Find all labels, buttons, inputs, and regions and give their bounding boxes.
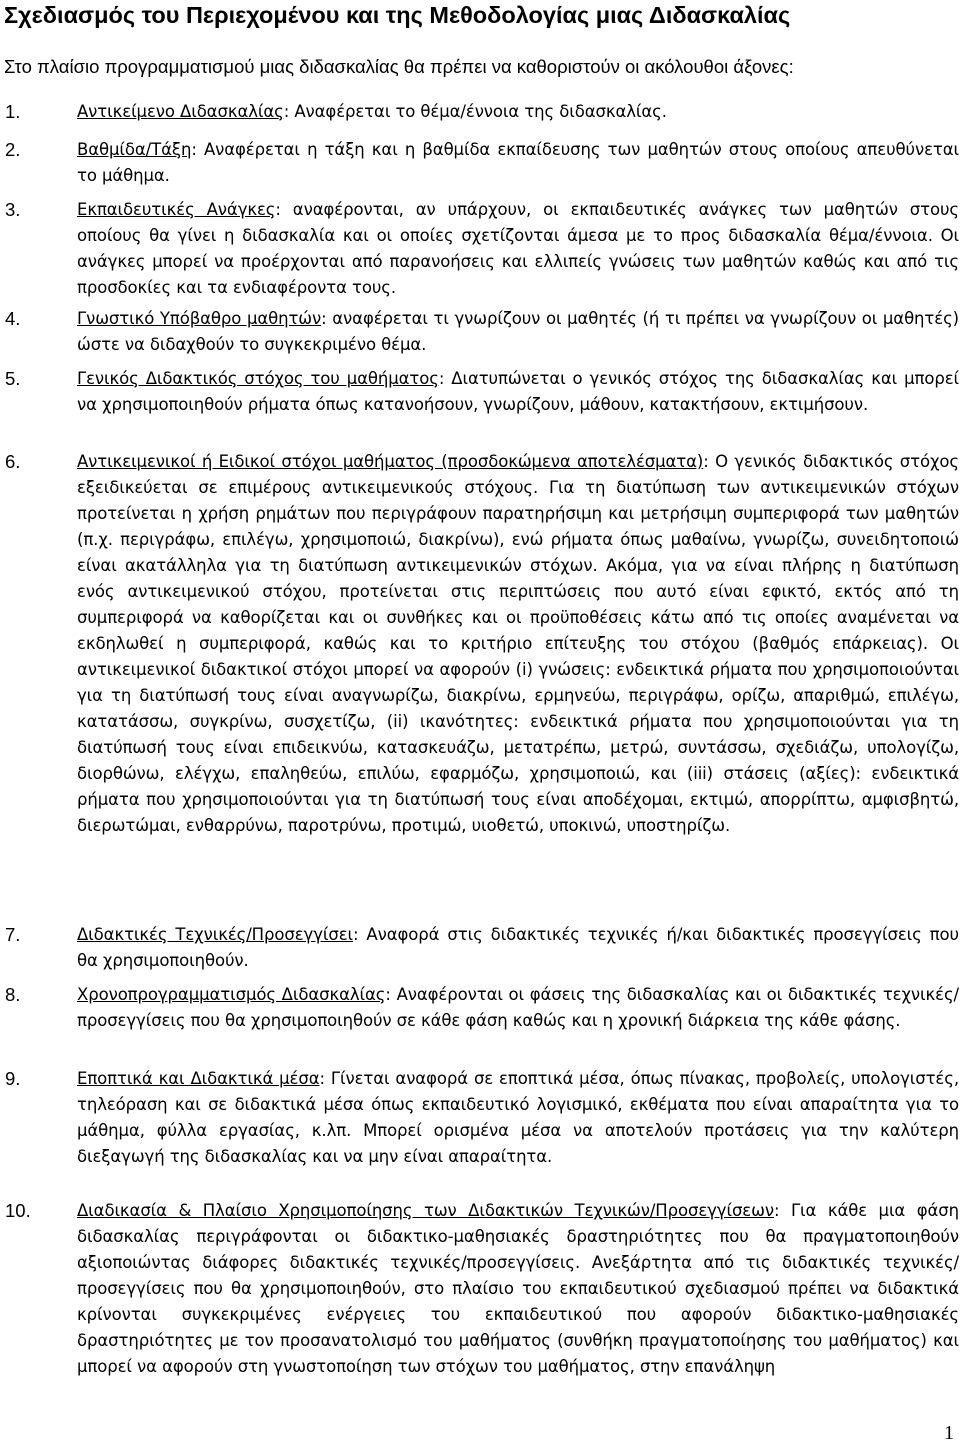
list-number: 7. — [5, 924, 21, 945]
list-number: 8. — [5, 984, 21, 1005]
item-heading: Βαθμίδα/Τάξη — [77, 140, 192, 159]
item-text: : Γίνεται αναφορά σε εποπτικά μέσα, όπως πίνακας, προβολείς, υπολογιστές, τηλεόραση και σε διδακτικά μέσα όπως εκπαιδευτικό λογισμικό, εκθέματα που είναι απαραίτητα για το μάθημα, φύλλα εργασίας, κ.λπ. Μπορεί ορισμένα μέσα να αποτελούν προτάσεις για την καλύτερη διεξαγωγή της διδασκαλίας και να μην είναι απαραίτητα. — [77, 1069, 959, 1166]
item-text: : Για κάθε μια φάση διδασκαλίας περιγράφονται οι διδακτικο-μαθησιακές δραστηριότητες που θα πραγματοποιηθούν αξιοποιώντας διάφορες διδακτικές τεχνικές/προσεγγίσεις. Ανεξάρτητα από τις διδακτικές τεχνικές/προσεγγίσεις που θα χρησιμοποιηθούν, στο πλαίσιο του εκπαιδευτικού σχεδιασμού πρέπει να διδακτικά κρίνονται συγκεκριμένες ενέργειες του εκπαιδευτικού που αφορούν διδακτικο-μαθησιακές δραστηριότητες με τον προσανατολισμό του μαθήματος (συνθήκη πραγματοποίησης του μαθήματος) και μπορεί να αφορούν στη γνωστοποίηση των στόχων του μαθήματος, στην επανάληψη — [77, 1201, 960, 1376]
page-number: 1 — [944, 1422, 954, 1444]
list-number: 1. — [5, 101, 21, 122]
list-number: 6. — [5, 451, 21, 472]
list-number: 10. — [5, 1200, 31, 1221]
list-number: 2. — [5, 139, 21, 160]
item-text: : αναφέρονται, αν υπάρχουν, οι εκπαιδευτικές ανάγκες των μαθητών στους οποίους θα γίνει η διδασκαλία και οι οποίες σχετίζονται άμεσα με το προς διδασκαλία θέμα/έννοια. Οι ανάγκες μπορεί να προέρχονται από παρανοήσεις και ελλιπείς γνώσεις των μαθητών καθώς και από τις προσδοκίες και τα ενδιαφέροντα τους. — [77, 200, 959, 297]
item-text: : Αναφέρεται το θέμα/έννοια της διδασκαλίας. — [283, 102, 667, 121]
list-item — [77, 1066, 959, 1170]
list-number: 9. — [5, 1068, 21, 1089]
list-item — [77, 449, 959, 839]
page-title: Σχεδιασμός του Περιεχομένου και της Μεθοδολογίας μιας Διδασκαλίας — [4, 2, 791, 28]
list-item — [77, 306, 959, 358]
item-text: : αναφέρεται τι γνωρίζουν οι μαθητές (ή τι πρέπει να γνωρίζουν οι μαθητές) ώστε να διδαχθούν το συγκεκριμένο θέμα. — [77, 309, 959, 354]
item-text: : Αναφορά στις διδακτικές τεχνικές ή/και διδακτικές προσεγγίσεις που θα χρησιμοποιηθούν. — [77, 925, 959, 970]
list-number: 4. — [5, 308, 21, 329]
item-text: : Ο γενικός διδακτικός στόχος εξειδικεύεται σε επιμέρους αντικειμενικούς στόχους. Για τη διατύπωση των αντικειμενικών στόχων προτείνεται η χρήση ρημάτων που περιγράφουν παρατηρήσιμη και μετρήσιμη συμπεριφορά των μαθητών (π.χ. περιγράφω, επιλέγω, χρησιμοποιώ, διακρίνω), ενώ ρήματα όπως μαθαίνω, γνωρίζω, συνειδητοποιώ είναι ακατάλληλα για τη διατύπωση αντικειμενικών στόχων. Ακόμα, για να είναι πλήρης η διατύπωση ενός αντικειμενικού στόχου, προτείνεται στις περιπτώσεις που αυτό είναι εφικτό, εκτός από τη συμπεριφορά να καθορίζεται και οι συνθήκες και οι προϋποθέσεις κάτω από τις οποίες αναμένεται να εκδηλωθεί η συμπεριφορά, καθώς και το κριτήριο επίτευξης του στόχου (βαθμός επάρκειας). Οι αντικειμενικοί διδακτικοί στόχοι μπορεί να αφορούν (i) γνώσεις: ενδεικτικά ρήματα που χρησιμοποιούνται για τη διατύπωσή τους είναι αναγνωρίζω, διακρίνω, ερμηνεύω, περιγράφω, ορίζω, απαριθμώ, επιλέγω, κατατάσσω, συγκρίνω, συσχετίζω, (ii) ικανότητες: ενδεικτικά ρήματα που χρησιμοποιούνται για τη διατύπωσή τους είναι επιδεικνύω, κατασκευάζω, μετατρέπω, μετρώ, συντάσσω, σχεδιάζω, υπολογίζω, διορθώνω, ελέγχω, επαληθεύω, επιλύω, εφαρμόζω, χρησιμοποιώ, και (iii) στάσεις (αξίες): ενδεικτικά ρήματα που χρησιμοποιούνται για τη διατύπωσή τους είναι αποδέχομαι, εκτιμώ, απορρίπτω, αμφισβητώ, διερωτώμαι, ενθαρρύνω, παροτρύνω, προτιμώ, υιοθετώ, υποκινώ, υποστηρίζω. — [77, 452, 959, 835]
list-item — [77, 197, 959, 301]
item-heading: Χρονοπρογραμματισμός Διδασκαλίας — [77, 985, 386, 1004]
list-item — [77, 1198, 959, 1380]
item-heading: Διαδικασία & Πλαίσιο Χρησιμοποίησης των Διδακτικών Τεχνικών/Προσεγγίσεων — [77, 1201, 774, 1220]
item-text: : Αναφέρονται οι φάσεις της διδασκαλίας και οι διδακτικές τεχνικές/προσεγγίσεις που θα χρησιμοποιηθούν σε κάθε φάση καθώς και η χρονική διάρκεια της κάθε φάσης. — [77, 985, 959, 1030]
item-heading: Εκπαιδευτικές Ανάγκες — [77, 200, 276, 219]
list-number: 5. — [5, 368, 21, 389]
item-heading: Αντικείμενο Διδασκαλίας — [77, 102, 284, 121]
item-heading: Αντικειμενικοί ή Ειδικοί στόχοι μαθήματος (προσδοκώμενα αποτελέσματα) — [77, 452, 704, 471]
list-item — [77, 99, 959, 125]
item-heading: Εποπτικά και Διδακτικά μέσα — [77, 1069, 320, 1088]
list-item — [77, 982, 959, 1034]
item-heading: Γνωστικό Υπόβαθρο μαθητών — [77, 309, 322, 328]
list-item — [77, 366, 959, 418]
intro-paragraph: Στο πλαίσιο προγραμματισμού μιας διδασκαλίας θα πρέπει να καθοριστούν οι ακόλουθοι άξονες: — [4, 56, 794, 77]
item-heading: Γενικός Διδακτικός στόχος του μαθήματος — [77, 369, 439, 388]
list-item — [77, 137, 959, 189]
item-text: : Διατυπώνεται ο γενικός στόχος της διδασκαλίας και μπορεί να χρησιμοποιηθούν ρήματα όπως κατανοήσουν, γνωρίζουν, μάθουν, κατακτήσουν, εκτιμήσουν. — [77, 369, 960, 414]
item-text: : Αναφέρεται η τάξη και η βαθμίδα εκπαίδευσης των μαθητών στους οποίους απευθύνεται το μάθημα. — [77, 140, 959, 185]
item-heading: Διδακτικές Τεχνικές/Προσεγγίσει — [77, 925, 354, 944]
list-item — [77, 922, 959, 974]
list-number: 3. — [5, 199, 21, 220]
